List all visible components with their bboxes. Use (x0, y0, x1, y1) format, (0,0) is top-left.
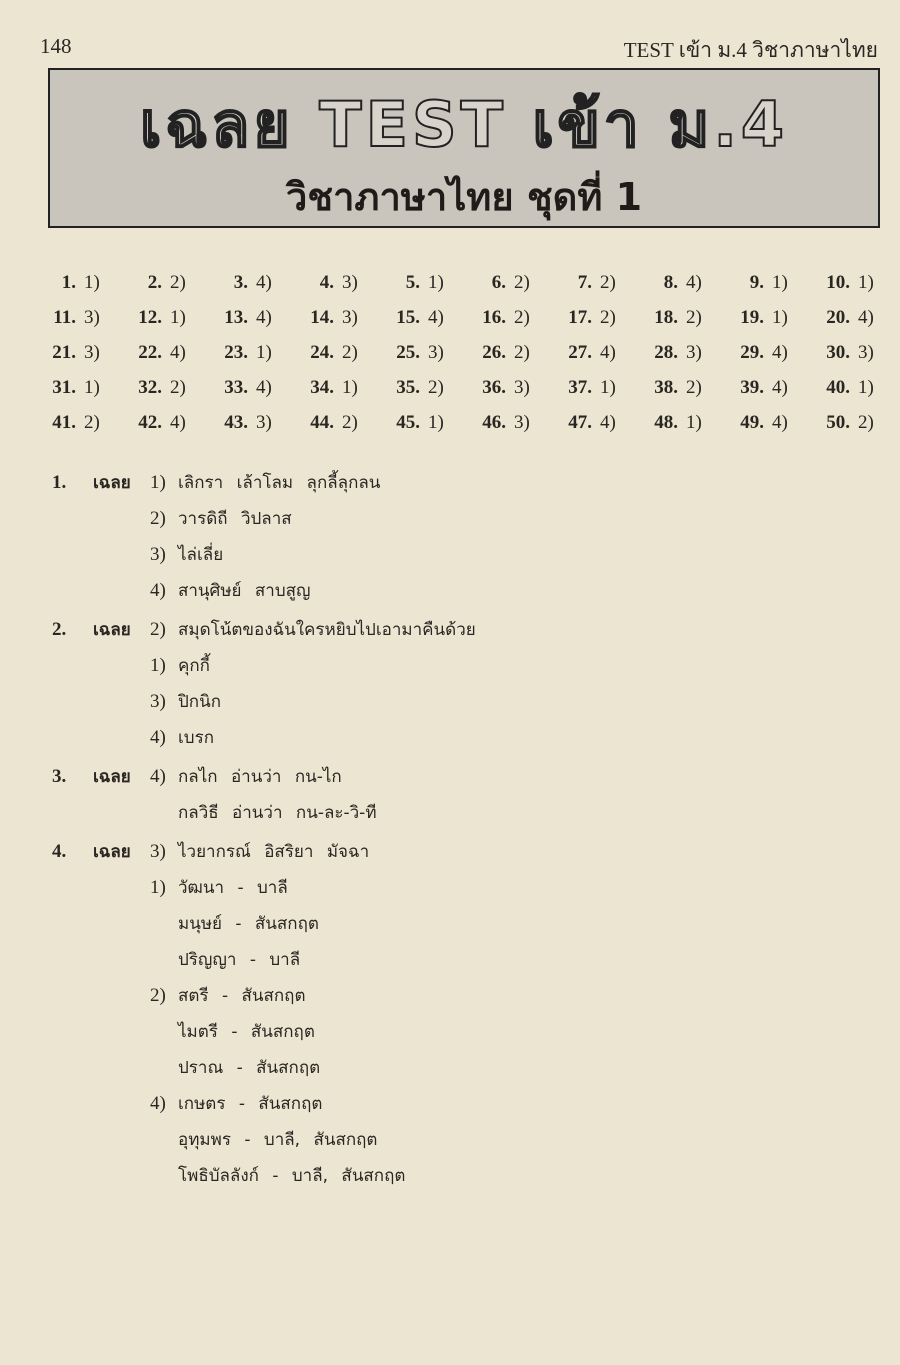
answer-cell (814, 272, 874, 294)
explanation-text: วัฒนา - บาลี (178, 878, 288, 898)
question-number: 10. (826, 272, 850, 293)
explanation-text: ไล่เลี่ย (178, 545, 224, 565)
answer-choice: 2) (686, 307, 702, 328)
answer-choice: 4) (686, 272, 702, 293)
question-number: 34. (310, 377, 334, 398)
answer-cell (642, 412, 702, 434)
question-number: 39. (740, 377, 764, 398)
answer-cell (40, 342, 100, 364)
answer-cell (470, 272, 530, 294)
explanation-text: สานุศิษย์ สาบสูญ (178, 581, 311, 601)
question-number: 2. (147, 272, 162, 293)
question-number: 48. (654, 412, 678, 433)
explanation-text: อุทุมพร - บาลี, สันสกฤต (178, 1130, 378, 1150)
answer-cell (814, 412, 874, 434)
question-number: 7. (577, 272, 592, 293)
answer-choice: 2) (428, 377, 444, 398)
answer-choice: 3) (84, 307, 100, 328)
answer-choice: 1) (858, 272, 874, 293)
explanation-line (52, 870, 852, 906)
answer-cell (384, 412, 444, 434)
answer-cell (728, 272, 788, 294)
answer-choice: 2) (84, 412, 100, 433)
answer-cell (384, 377, 444, 399)
answer-choice: 4) (256, 377, 272, 398)
answer-cell (126, 307, 186, 329)
answer-choice: 2) (600, 307, 616, 328)
answer-cell (814, 307, 874, 329)
answer-cell (384, 307, 444, 329)
answer-choice: 1) (686, 412, 702, 433)
answer-cell (728, 307, 788, 329)
question-number: 12. (138, 307, 162, 328)
explanation-line (52, 537, 852, 573)
answer-choice: 4) (600, 412, 616, 433)
question-number: 49. (740, 412, 764, 433)
explanation-line (52, 1158, 852, 1194)
answer-cell (642, 377, 702, 399)
question-number: 1. (61, 272, 76, 293)
question-number: 28. (654, 342, 678, 363)
answer-cell (126, 342, 186, 364)
page-title: เฉลย TEST เข้า ม.4 (139, 88, 789, 161)
answer-choice: 4) (858, 307, 874, 328)
answer-cell (814, 342, 874, 364)
option-number: 3) (150, 841, 166, 862)
question-number: 47. (568, 412, 592, 433)
explanation-line (52, 684, 852, 720)
explanation-text: โพธิบัลลังก์ - บาลี, สันสกฤต (178, 1166, 406, 1186)
question-number: 31. (52, 377, 76, 398)
explanation-item (52, 759, 852, 831)
explanation-line (52, 648, 852, 684)
explanation-text: เลิกรา เล้าโลม ลุกลี้ลุกลน (178, 473, 381, 493)
answer-cell (298, 272, 358, 294)
explanation-line (52, 834, 852, 870)
question-number: 8. (663, 272, 678, 293)
question-number: 44. (310, 412, 334, 433)
explanation-line (52, 1050, 852, 1086)
explanation-item (52, 612, 852, 756)
question-number: 37. (568, 377, 592, 398)
question-number: 27. (568, 342, 592, 363)
page-number: 148 (40, 34, 72, 58)
answer-cell (212, 377, 272, 399)
answer-row (40, 342, 900, 377)
answer-cell (298, 342, 358, 364)
answer-cell (298, 412, 358, 434)
explanation-line (52, 612, 852, 648)
option-number: 1) (150, 655, 166, 676)
explanation-text: ไวยากรณ์ อิสริยา มัจฉา (178, 842, 370, 862)
explanation-line (52, 573, 852, 609)
answer-choice: 2) (514, 272, 530, 293)
explanation-text: ปราณ - สันสกฤต (178, 1058, 321, 1078)
answer-cell (556, 412, 616, 434)
explanation-text: วารดิถี วิปลาส (178, 509, 292, 529)
question-number: 24. (310, 342, 334, 363)
explanation-number: 3. (52, 766, 67, 787)
explanation-text: สตรี - สันสกฤต (178, 986, 306, 1006)
answer-choice: 2) (514, 307, 530, 328)
explanation-line (52, 759, 852, 795)
question-number: 11. (53, 307, 76, 328)
answer-cell (384, 342, 444, 364)
answer-choice: 1) (428, 412, 444, 433)
question-number: 38. (654, 377, 678, 398)
answer-cell (642, 272, 702, 294)
answer-choice: 2) (342, 342, 358, 363)
answer-cell (470, 412, 530, 434)
answer-cell (556, 272, 616, 294)
explanation-text: มนุษย์ - สันสกฤต (178, 914, 319, 934)
answer-choice: 4) (428, 307, 444, 328)
answer-row (40, 272, 900, 307)
explanation-line (52, 720, 852, 756)
question-number: 21. (52, 342, 76, 363)
answer-cell (470, 307, 530, 329)
question-number: 18. (654, 307, 678, 328)
explanation-text: เบรก (178, 728, 215, 748)
answer-choice: 3) (514, 377, 530, 398)
answer-row (40, 412, 900, 447)
answer-cell (212, 272, 272, 294)
answer-cell (556, 377, 616, 399)
question-number: 17. (568, 307, 592, 328)
answer-label: เฉลย (93, 767, 131, 787)
explanation-item (52, 834, 852, 1194)
answer-choice: 4) (772, 412, 788, 433)
answer-cell (556, 342, 616, 364)
explanation-line (52, 795, 852, 831)
answer-key-grid (40, 272, 900, 447)
answer-cell (40, 307, 100, 329)
explanation-number: 1. (52, 472, 67, 493)
question-number: 45. (396, 412, 420, 433)
answer-cell (728, 342, 788, 364)
answer-choice: 4) (256, 307, 272, 328)
answer-choice: 1) (342, 377, 358, 398)
option-number: 4) (150, 766, 166, 787)
question-number: 29. (740, 342, 764, 363)
explanation-line (52, 1122, 852, 1158)
explanation-line (52, 942, 852, 978)
question-number: 5. (405, 272, 420, 293)
answer-choice: 1) (772, 307, 788, 328)
running-title: TEST เข้า ม.4 วิชาภาษาไทย (623, 38, 878, 62)
answer-choice: 1) (772, 272, 788, 293)
answer-cell (212, 412, 272, 434)
answer-choice: 1) (428, 272, 444, 293)
answer-choice: 3) (342, 307, 358, 328)
option-number: 2) (150, 985, 166, 1006)
answer-cell (470, 377, 530, 399)
answer-choice: 4) (256, 272, 272, 293)
option-number: 3) (150, 691, 166, 712)
question-number: 19. (740, 307, 764, 328)
answer-row (40, 307, 900, 342)
answer-cell (814, 377, 874, 399)
question-number: 32. (138, 377, 162, 398)
question-number: 43. (224, 412, 248, 433)
answer-choice: 3) (514, 412, 530, 433)
explanation-line (52, 1086, 852, 1122)
question-number: 6. (491, 272, 506, 293)
option-number: 2) (150, 619, 166, 640)
explanation-text: กลไก อ่านว่า กน-ไก (178, 767, 342, 787)
answer-label: เฉลย (93, 842, 131, 862)
answer-choice: 2) (170, 272, 186, 293)
answer-choice: 4) (772, 342, 788, 363)
explanation-text: ปริญญา - บาลี (178, 950, 301, 970)
option-number: 1) (150, 472, 166, 493)
answer-choice: 2) (342, 412, 358, 433)
answer-cell (126, 377, 186, 399)
answer-choice: 2) (514, 342, 530, 363)
question-number: 16. (482, 307, 506, 328)
answer-cell (298, 307, 358, 329)
answer-choice: 2) (858, 412, 874, 433)
explanation-number: 2. (52, 619, 67, 640)
answer-choice: 1) (858, 377, 874, 398)
answer-cell (40, 412, 100, 434)
option-number: 4) (150, 580, 166, 601)
option-number: 4) (150, 1093, 166, 1114)
answer-cell (642, 307, 702, 329)
answer-cell (556, 307, 616, 329)
explanation-number: 4. (52, 841, 67, 862)
explanation-text: คุกกี้ (178, 656, 210, 676)
answer-choice: 4) (772, 377, 788, 398)
explanation-item (52, 465, 852, 609)
question-number: 9. (749, 272, 764, 293)
title-box (48, 68, 880, 228)
option-number: 3) (150, 544, 166, 565)
answer-choice: 1) (84, 377, 100, 398)
question-number: 42. (138, 412, 162, 433)
answer-choice: 4) (170, 412, 186, 433)
question-number: 40. (826, 377, 850, 398)
question-number: 50. (826, 412, 850, 433)
answer-choice: 4) (600, 342, 616, 363)
question-number: 3. (233, 272, 248, 293)
answer-label: เฉลย (93, 473, 131, 493)
answer-choice: 1) (256, 342, 272, 363)
answer-cell (642, 342, 702, 364)
question-number: 36. (482, 377, 506, 398)
explanation-line (52, 465, 852, 501)
explanations (52, 462, 852, 1194)
answer-choice: 3) (342, 272, 358, 293)
question-number: 35. (396, 377, 420, 398)
question-number: 30. (826, 342, 850, 363)
answer-choice: 2) (686, 377, 702, 398)
answer-label: เฉลย (93, 620, 131, 640)
answer-cell (728, 412, 788, 434)
question-number: 13. (224, 307, 248, 328)
question-number: 20. (826, 307, 850, 328)
explanation-text: ไมตรี - สันสกฤต (178, 1022, 315, 1042)
question-number: 14. (310, 307, 334, 328)
explanation-text: กลวิธี อ่านว่า กน-ละ-วิ-ที (178, 803, 377, 823)
answer-choice: 3) (428, 342, 444, 363)
question-number: 4. (319, 272, 334, 293)
option-number: 4) (150, 727, 166, 748)
answer-cell (126, 272, 186, 294)
answer-choice: 2) (600, 272, 616, 293)
explanation-line (52, 501, 852, 537)
question-number: 25. (396, 342, 420, 363)
explanation-text: เกษตร - สันสกฤต (178, 1094, 323, 1114)
answer-choice: 3) (858, 342, 874, 363)
explanation-line (52, 1014, 852, 1050)
explanation-line (52, 978, 852, 1014)
explanation-text: ปิกนิก (178, 692, 221, 712)
explanation-text: สมุดโน้ตของฉันใครหยิบไปเอามาคืนด้วย (178, 620, 476, 640)
option-number: 1) (150, 877, 166, 898)
question-number: 46. (482, 412, 506, 433)
answer-cell (212, 342, 272, 364)
answer-choice: 3) (686, 342, 702, 363)
answer-choice: 1) (84, 272, 100, 293)
answer-cell (40, 377, 100, 399)
question-number: 22. (138, 342, 162, 363)
answer-cell (728, 377, 788, 399)
question-number: 23. (224, 342, 248, 363)
answer-choice: 1) (600, 377, 616, 398)
question-number: 26. (482, 342, 506, 363)
answer-cell (212, 307, 272, 329)
answer-cell (298, 377, 358, 399)
answer-choice: 3) (84, 342, 100, 363)
question-number: 33. (224, 377, 248, 398)
answer-cell (40, 272, 100, 294)
answer-row (40, 377, 900, 412)
question-number: 15. (396, 307, 420, 328)
answer-cell (384, 272, 444, 294)
answer-choice: 4) (170, 342, 186, 363)
option-number: 2) (150, 508, 166, 529)
explanation-line (52, 906, 852, 942)
answer-choice: 2) (170, 377, 186, 398)
answer-cell (126, 412, 186, 434)
answer-choice: 1) (170, 307, 186, 328)
answer-cell (470, 342, 530, 364)
answer-choice: 3) (256, 412, 272, 433)
page-subtitle: วิชาภาษาไทย ชุดที่ 1 (285, 175, 643, 219)
question-number: 41. (52, 412, 76, 433)
